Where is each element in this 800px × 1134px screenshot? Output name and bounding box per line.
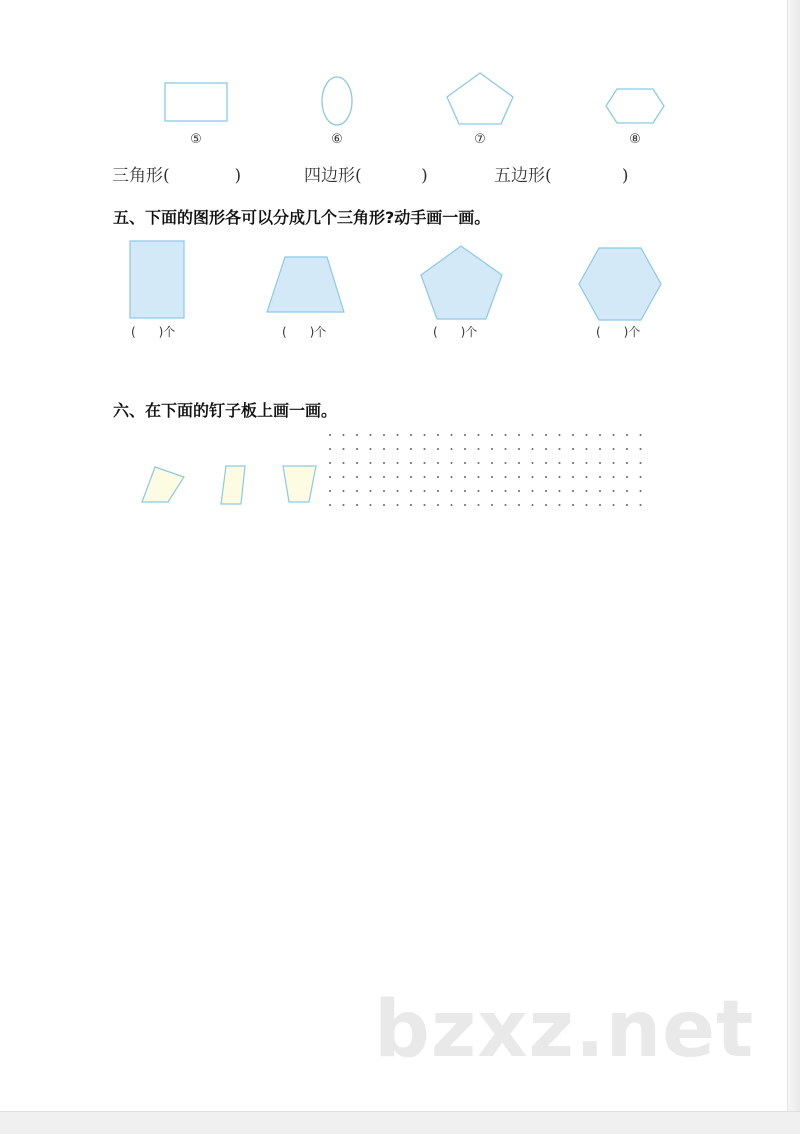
peg-dot <box>356 448 358 450</box>
peg-dot <box>451 476 453 478</box>
peg-dot <box>451 462 453 464</box>
peg-dot <box>343 462 345 464</box>
rectangle-shape <box>165 83 227 121</box>
peg-dot <box>626 448 628 450</box>
peg-dot <box>613 490 615 492</box>
peg-dot <box>599 476 601 478</box>
yellow-quad-3 <box>283 466 316 502</box>
peg-dot <box>626 462 628 464</box>
peg-dot <box>586 476 588 478</box>
peg-dot <box>586 434 588 436</box>
peg-dot <box>397 504 399 506</box>
peg-dot <box>410 504 412 506</box>
peg-dot <box>424 448 426 450</box>
shape-label-5: ⑤ <box>190 132 202 147</box>
pentagon-category: 五边形( ) <box>494 166 629 186</box>
peg-dot <box>613 504 615 506</box>
peg-dot <box>478 490 480 492</box>
peg-dot <box>545 504 547 506</box>
oval-shape <box>322 77 352 125</box>
peg-dot <box>424 490 426 492</box>
peg-dot <box>383 462 385 464</box>
peg-dot <box>356 462 358 464</box>
peg-dot <box>491 504 493 506</box>
peg-dot <box>464 476 466 478</box>
peg-dot <box>410 476 412 478</box>
filled-hexagon <box>579 248 661 320</box>
filled-pentagon <box>421 246 502 319</box>
peg-dot <box>518 476 520 478</box>
peg-dot <box>343 434 345 436</box>
peg-dot <box>613 476 615 478</box>
peg-dot <box>383 490 385 492</box>
peg-dot <box>640 490 642 492</box>
peg-dot <box>410 434 412 436</box>
section5-title: 五、下面的图形各可以分成几个三角形?动手画一画。 <box>113 208 491 227</box>
peg-dot <box>329 448 331 450</box>
watermark: bzxz.net <box>374 985 755 1075</box>
peg-dot <box>491 490 493 492</box>
peg-dot <box>424 504 426 506</box>
peg-dot <box>518 504 520 506</box>
peg-dot <box>586 490 588 492</box>
peg-dot <box>532 462 534 464</box>
peg-dot <box>370 490 372 492</box>
peg-dot <box>559 448 561 450</box>
peg-dot <box>356 434 358 436</box>
yellow-quad-2 <box>221 466 245 504</box>
peg-dot <box>505 490 507 492</box>
peg-dot <box>640 504 642 506</box>
peg-dot <box>397 462 399 464</box>
peg-dot <box>329 476 331 478</box>
peg-dot <box>370 434 372 436</box>
peg-dot <box>572 504 574 506</box>
peg-dot <box>343 476 345 478</box>
peg-dot <box>410 462 412 464</box>
peg-dot <box>437 448 439 450</box>
peg-dot <box>599 504 601 506</box>
peg-dot <box>424 434 426 436</box>
peg-dot <box>505 448 507 450</box>
bottom-scroll-bar <box>0 1111 800 1134</box>
peg-dot <box>532 490 534 492</box>
peg-dot <box>626 504 628 506</box>
peg-dot <box>599 434 601 436</box>
peg-dot <box>640 448 642 450</box>
peg-dot <box>491 462 493 464</box>
shape-label-7: ⑦ <box>474 132 486 147</box>
peg-dot <box>559 504 561 506</box>
peg-dot <box>586 504 588 506</box>
peg-dot <box>572 448 574 450</box>
peg-dot <box>397 434 399 436</box>
peg-dot <box>478 504 480 506</box>
hexagon-shape <box>606 89 664 123</box>
peg-dot <box>464 462 466 464</box>
peg-dot <box>559 434 561 436</box>
peg-dot <box>532 504 534 506</box>
peg-dot <box>329 490 331 492</box>
peg-dot <box>532 448 534 450</box>
peg-dot <box>599 462 601 464</box>
pegboard <box>329 434 642 506</box>
peg-dot <box>437 462 439 464</box>
pentagon-shape <box>447 73 513 124</box>
peg-dot <box>424 476 426 478</box>
peg-dot <box>545 490 547 492</box>
count-hexagon: ( )个 <box>596 325 641 339</box>
peg-dot <box>640 434 642 436</box>
filled-trapezoid <box>267 257 344 312</box>
peg-dot <box>356 476 358 478</box>
peg-dot <box>518 448 520 450</box>
peg-dot <box>572 434 574 436</box>
shape-label-6: ⑥ <box>331 132 343 147</box>
peg-dot <box>572 490 574 492</box>
peg-dot <box>329 504 331 506</box>
peg-dot <box>329 462 331 464</box>
peg-dot <box>370 462 372 464</box>
peg-dot <box>397 448 399 450</box>
peg-dot <box>383 476 385 478</box>
peg-dot <box>545 462 547 464</box>
peg-dot <box>518 490 520 492</box>
yellow-quad-1 <box>142 467 184 502</box>
peg-dot <box>383 434 385 436</box>
triangle-category: 三角形( ) <box>112 166 242 186</box>
peg-dot <box>397 490 399 492</box>
peg-dot <box>640 462 642 464</box>
peg-dot <box>559 462 561 464</box>
count-rectangle: ( )个 <box>131 325 176 339</box>
peg-dot <box>572 476 574 478</box>
peg-dot <box>640 476 642 478</box>
peg-dot <box>505 462 507 464</box>
peg-dot <box>437 434 439 436</box>
peg-dot <box>410 448 412 450</box>
peg-dot <box>505 476 507 478</box>
peg-dot <box>626 476 628 478</box>
peg-dot <box>370 504 372 506</box>
peg-dot <box>491 434 493 436</box>
peg-dot <box>370 448 372 450</box>
peg-dot <box>370 476 372 478</box>
peg-dot <box>572 462 574 464</box>
peg-dot <box>437 490 439 492</box>
peg-dot <box>532 434 534 436</box>
count-trapezoid: ( )个 <box>282 325 327 339</box>
peg-dot <box>613 462 615 464</box>
peg-dot <box>464 504 466 506</box>
peg-dot <box>586 462 588 464</box>
peg-dot <box>491 448 493 450</box>
peg-dot <box>613 434 615 436</box>
peg-dot <box>613 448 615 450</box>
peg-dot <box>383 448 385 450</box>
peg-dot <box>545 448 547 450</box>
section6-title: 六、在下面的钉子板上画一画。 <box>113 401 338 420</box>
peg-dot <box>559 490 561 492</box>
peg-dot <box>599 448 601 450</box>
peg-dot <box>343 504 345 506</box>
peg-dot <box>451 434 453 436</box>
peg-dot <box>464 490 466 492</box>
peg-dot <box>343 448 345 450</box>
count-pentagon: ( )个 <box>433 325 478 339</box>
peg-dot <box>505 504 507 506</box>
peg-dot <box>545 476 547 478</box>
peg-dot <box>518 434 520 436</box>
peg-dot <box>383 504 385 506</box>
peg-dot <box>626 490 628 492</box>
peg-dot <box>491 476 493 478</box>
peg-dot <box>478 448 480 450</box>
peg-dot <box>545 434 547 436</box>
peg-dot <box>424 462 426 464</box>
peg-dot <box>559 476 561 478</box>
peg-dot <box>478 462 480 464</box>
peg-dot <box>464 434 466 436</box>
peg-dot <box>599 490 601 492</box>
peg-dot <box>478 434 480 436</box>
peg-dot <box>451 448 453 450</box>
peg-dot <box>586 448 588 450</box>
peg-dot <box>437 476 439 478</box>
peg-dot <box>343 490 345 492</box>
peg-dot <box>626 434 628 436</box>
peg-dot <box>464 448 466 450</box>
quadrilateral-category: 四边形( ) <box>304 166 428 186</box>
peg-dot <box>356 504 358 506</box>
peg-dot <box>451 504 453 506</box>
filled-rectangle <box>130 241 184 318</box>
peg-dot <box>329 434 331 436</box>
peg-dot <box>410 490 412 492</box>
peg-dot <box>356 490 358 492</box>
peg-dot <box>451 490 453 492</box>
peg-dot <box>437 504 439 506</box>
peg-dot <box>505 434 507 436</box>
peg-dot <box>397 476 399 478</box>
shape-label-8: ⑧ <box>629 132 641 147</box>
peg-dot <box>532 476 534 478</box>
peg-dot <box>478 476 480 478</box>
peg-dot <box>518 462 520 464</box>
